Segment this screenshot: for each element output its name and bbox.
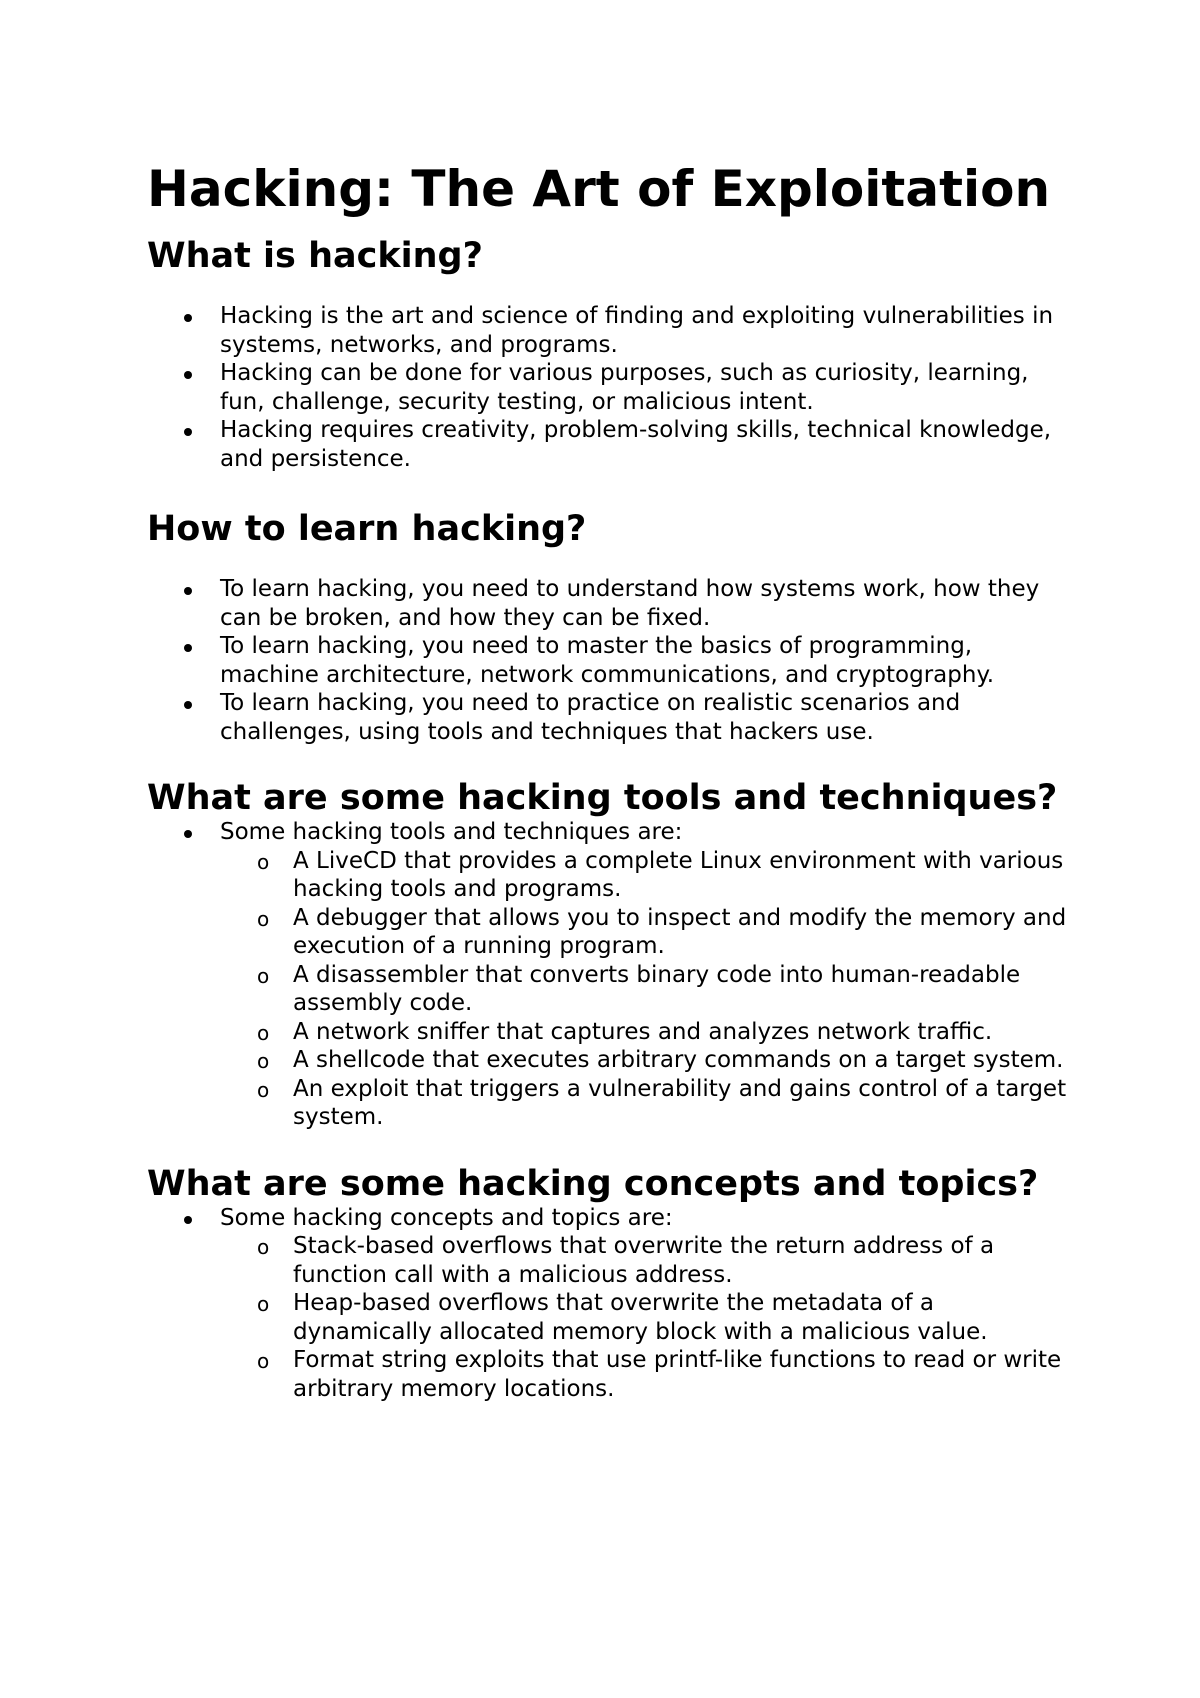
- circle-bullet-icon: o: [257, 1077, 270, 1102]
- sub-list-item: o A LiveCD that provides a complete Linux environment with various hacking tools and programs.: [257, 847, 1064, 902]
- circle-bullet-icon: o: [257, 963, 270, 988]
- list-item: Some hacking tools and techniques are: o A LiveCD that provides a complete Linux environment with various hacking tools and programs. o A debugger that allows you to inspect and modify the memory and execution of a running program. o A disassembler that converts binary code into human-readable assembly code. o A network sniffer that captures and analyzes network traffic. o A shellcode that executes arbitrary commands on a target system. o An exploit that triggers a vulnerability and gains control of a target system.: [147, 818, 1067, 1132]
- section-heading-what-is-hacking: What is hacking?: [147, 236, 483, 276]
- circle-bullet-icon: o: [257, 1049, 270, 1073]
- bullet-icon: [184, 314, 192, 322]
- section-heading-how-to-learn: How to learn hacking?: [147, 509, 587, 549]
- list-item: Some hacking concepts and topics are: o Stack-based overflows that overwrite the return address of a function call with a malicious address. o Heap-based overflows that overwrite the metadata of a dynamically allocated memory block with a malicious value. o Format string exploits that use printf-like functions to read or write arbitrary memory locations.: [147, 1204, 1067, 1404]
- circle-bullet-icon: o: [257, 1349, 270, 1373]
- list-item: Hacking can be done for various purposes, such as curiosity, learning, fun, challenge, security testing, or malicious intent.: [147, 359, 1067, 416]
- sub-list-item: o Format string exploits that use printf-like functions to read or write arbitrary memory locations.: [257, 1347, 1062, 1402]
- section-heading-concepts-and-topics: What are some hacking concepts and topics?: [147, 1163, 1039, 1204]
- bullet-list: [147, 818, 1067, 1132]
- section-heading-tools-and-techniques: What are some hacking tools and techniques?: [147, 778, 1058, 818]
- bullet-list: [147, 575, 1067, 746]
- bullet-icon: [184, 830, 192, 838]
- circle-bullet-icon: o: [257, 1020, 270, 1045]
- bullet-icon: [184, 371, 192, 379]
- circle-bullet-icon: o: [257, 1235, 270, 1259]
- bullet-icon: [184, 644, 192, 652]
- bullet-icon: [184, 587, 192, 595]
- bullet-list: [147, 302, 1067, 473]
- sub-bullet-list: [220, 847, 1067, 1132]
- list-item: To learn hacking, you need to understand how systems work, how they can be broken, and how they can be fixed.: [147, 575, 1067, 632]
- sub-list-item: o A network sniffer that captures and analyzes network traffic.: [220, 1018, 1067, 1047]
- list-item: To learn hacking, you need to practice on realistic scenarios and challenges, using tools and techniques that hackers use.: [147, 689, 1067, 746]
- sub-list-item: o Stack-based overflows that overwrite the return address of a function call with a malicious address.: [257, 1233, 995, 1288]
- circle-bullet-icon: o: [257, 1292, 270, 1316]
- sub-list-item: o Heap-based overflows that overwrite the metadata of a dynamically allocated memory block with a malicious value.: [257, 1290, 988, 1345]
- sub-list-item: o An exploit that triggers a vulnerability and gains control of a target system.: [257, 1075, 1067, 1130]
- circle-bullet-icon: o: [257, 849, 270, 874]
- bullet-list: [147, 1204, 1067, 1404]
- sub-list-item: o A shellcode that executes arbitrary commands on a target system.: [220, 1046, 1067, 1075]
- document-title: Hacking: The Art of Exploitation: [147, 160, 1051, 218]
- sub-list-item: o A debugger that allows you to inspect and modify the memory and execution of a running program.: [257, 904, 1067, 959]
- bullet-icon: [184, 428, 192, 436]
- sub-list-item: o A disassembler that converts binary code into human-readable assembly code.: [257, 961, 1021, 1016]
- list-item: Hacking is the art and science of finding and exploiting vulnerabilities in systems, networks, and programs.: [147, 302, 1067, 359]
- sub-bullet-list: [220, 1232, 1067, 1403]
- list-item: Hacking requires creativity, problem-solving skills, technical knowledge, and persistence.: [147, 416, 1067, 473]
- document-page: [147, 160, 1067, 1403]
- list-item: To learn hacking, you need to master the basics of programming, machine architecture, network communications, and cryptography.: [147, 632, 1067, 689]
- bullet-icon: [184, 701, 192, 709]
- bullet-icon: [184, 1216, 192, 1224]
- circle-bullet-icon: o: [257, 906, 270, 931]
